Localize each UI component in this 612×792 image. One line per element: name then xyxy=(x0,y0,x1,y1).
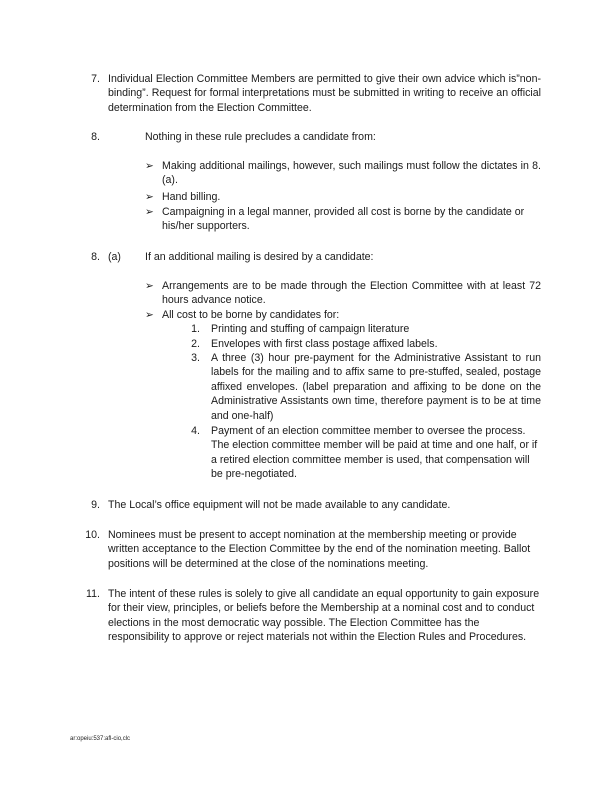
item-8-number: 8. xyxy=(91,131,100,143)
numbered-item-text: Printing and stuffing of campaign literature xyxy=(211,323,410,335)
item-8a-text: If an additional mailing is desired by a candidate: xyxy=(145,251,374,263)
item-10-text: Nominees must be present to accept nomination at the membership meeting or provide written acceptance to the Election Committee by the end of the nomination meeting. Ballot positions will be determined at the close of the nominations meeting. xyxy=(108,529,531,570)
item-8-bullet-2: Hand billing. xyxy=(162,191,221,203)
numbered-item-text: Envelopes with first class postage affixed labels. xyxy=(211,338,438,350)
item-8-bullet-1: Making additional mailings, however, such mailings must follow the dictates in 8. (a). xyxy=(162,160,541,187)
item-8-text: Nothing in these rule precludes a candidate from: xyxy=(145,131,376,143)
bullet-arrow-icon: ➢ xyxy=(145,160,154,172)
bullet-arrow-icon: ➢ xyxy=(145,309,154,321)
numbered-item-number: 4. xyxy=(191,425,200,437)
footer-union-label: ar:opeiu:537:afl-cio,clc xyxy=(70,736,131,742)
item-9-number: 9. xyxy=(91,499,100,511)
item-11-number: 11. xyxy=(86,588,100,600)
numbered-item-number: 2. xyxy=(191,338,200,350)
numbered-item-text: A three (3) hour pre-payment for the Administrative Assistant to run labels for the mailing and to affix same to pre-stuffed, sealed, postage affixed envelopes. (label preparation and affixing to be done on the Administrative Assistants own time, therefore payment is to be at time and one-half) xyxy=(211,352,541,422)
numbered-item-number: 3. xyxy=(191,352,200,364)
bullet-arrow-icon: ➢ xyxy=(145,191,154,203)
item-7-number: 7. xyxy=(91,73,100,85)
item-8a-bullet-1: Arrangements are to be made through the Election Committee with at least 72 hours advance notice. xyxy=(162,280,541,307)
item-8a-bullet-2: All cost to be borne by candidates for: xyxy=(162,309,340,321)
item-8a-subletter: (a) xyxy=(108,251,121,263)
bullet-arrow-icon: ➢ xyxy=(145,206,154,218)
item-10-number: 10. xyxy=(85,529,100,541)
numbered-item-text: Payment of an election committee member to oversee the process. The election committee member will be paid at time and one half, or if a retired election committee member is used, that compensation will be pre-negotiated. xyxy=(211,425,538,481)
item-11-text: The intent of these rules is solely to give all candidate an equal opportunity to gain exposure for their view, principles, or beliefs before the Membership at a nominal cost and to conduct elections in the most democratic way possible. The Election Committee has the responsibility to approve or reject materials not within the Election Rules and Procedures. xyxy=(108,588,540,644)
item-8a-number: 8. xyxy=(91,251,100,263)
bullet-arrow-icon: ➢ xyxy=(145,280,154,292)
item-8-bullet-3: Campaigning in a legal manner, provided all cost is borne by the candidate or his/her supporters. xyxy=(162,206,525,233)
item-7-text: Individual Election Committee Members are permitted to give their own advice which is”non-binding”. Request for formal interpretations must be submitted in writing to receive an official determination from the Election Committee. xyxy=(108,73,541,114)
numbered-item-number: 1. xyxy=(191,323,200,335)
item-9-text: The Local’s office equipment will not be made available to any candidate. xyxy=(108,499,451,511)
